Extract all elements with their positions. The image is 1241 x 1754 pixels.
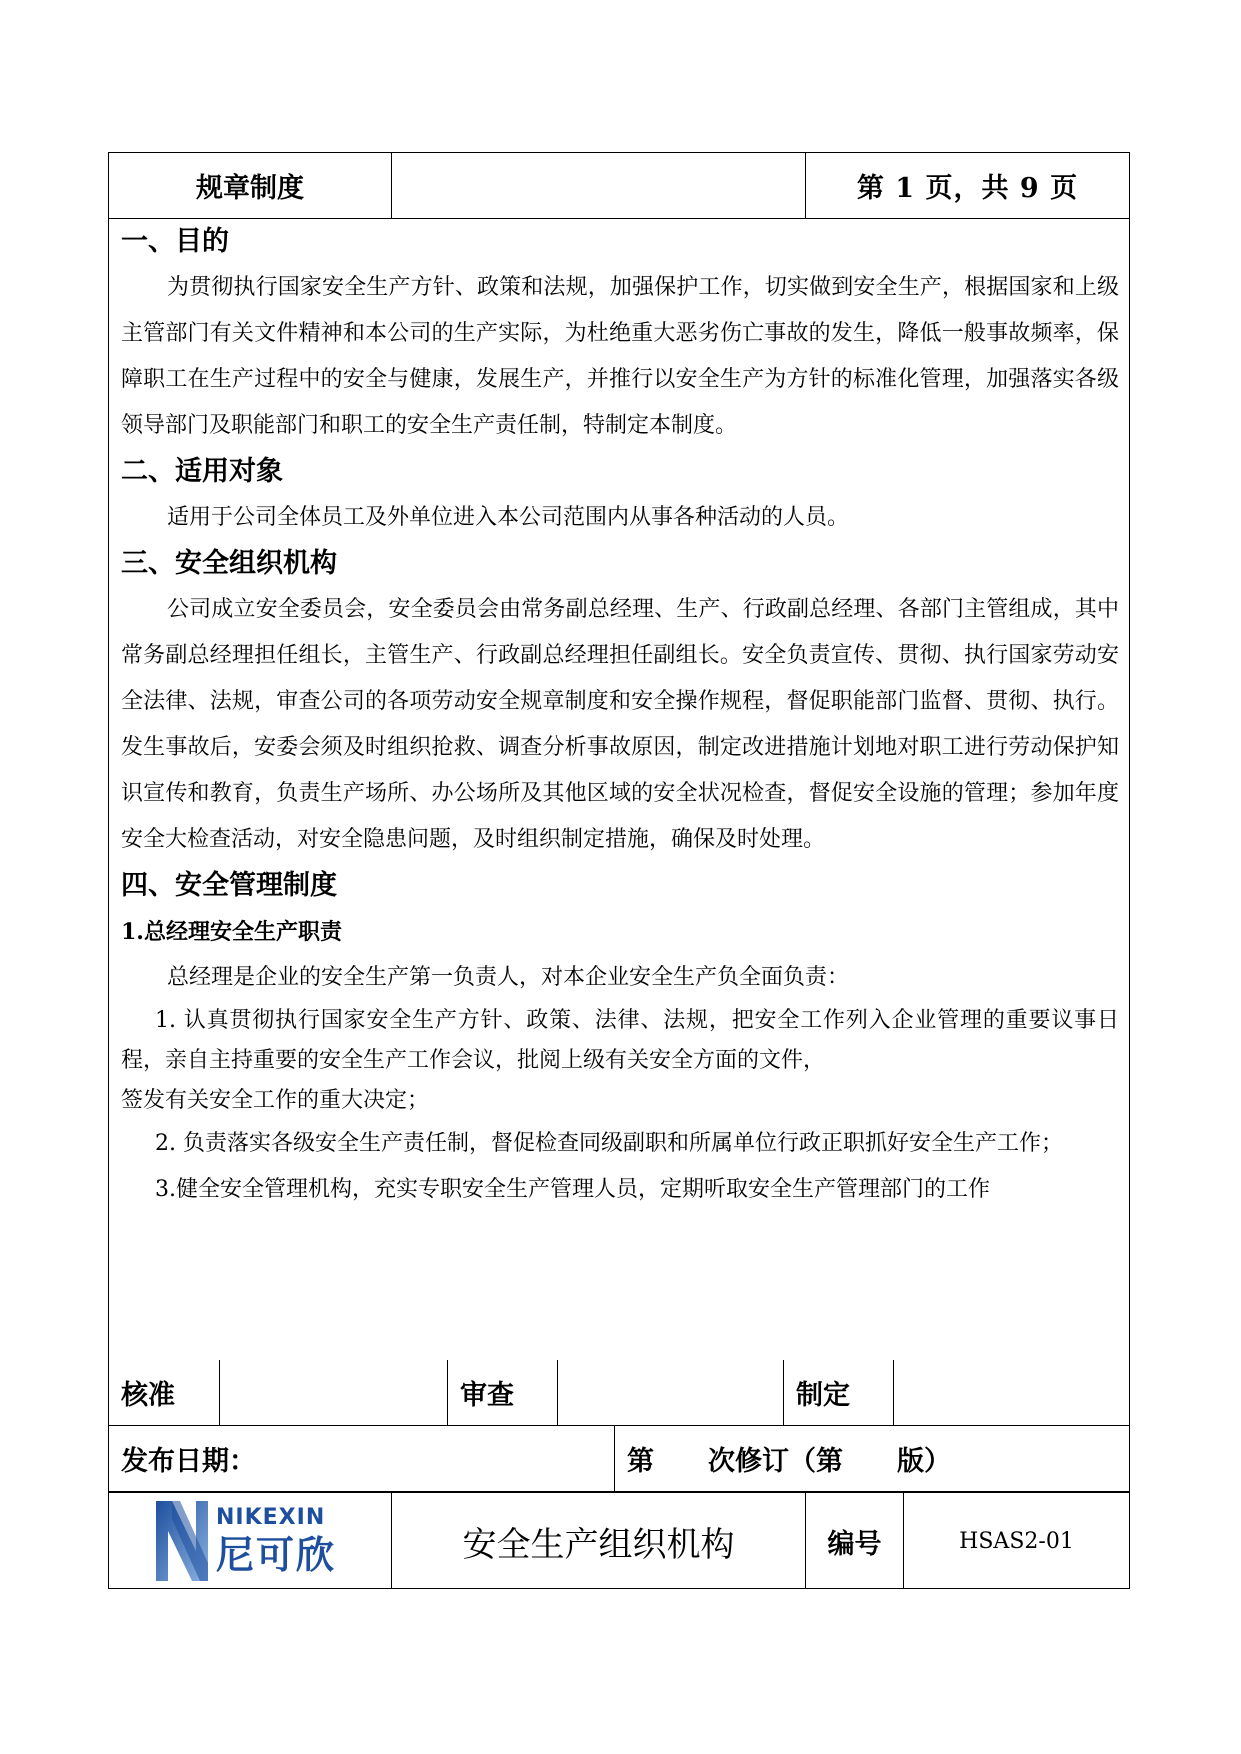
document-frame <box>108 152 1130 1589</box>
footer-row <box>109 1492 1129 1589</box>
header-row <box>109 153 1129 219</box>
duty-item-2: 2. 负责落实各级安全生产责任制，督促检查同级副职和所属单位行政正职抓好安全生产工作； <box>155 1131 1063 1156</box>
section-4-intro: 总经理是企业的安全生产第一负责人，对本企业安全生产负全面负责： <box>167 965 850 990</box>
approve-value-cell[interactable] <box>219 1360 447 1425</box>
publish-date-cell <box>109 1426 614 1491</box>
section-3-body: 公司成立安全委员会，安全委员会由常务副总经理、生产、行政副总经理、各部门主管组成，其中常务副总经理担任组长，主管生产、行政副总经理担任副组长。安全负责宣传、贯彻、执行国家劳动安全法律、法规，审查公司的各项劳动安全规章制度和安全操作规程，督促职能部门监督、贯彻、执行。发生事故后，安委会须及时组织抢救、调查分析事故原因，制定改进措施计划地对职工进行劳动保护知识宣传和教育，负责生产场所、办公场所及其他区域的安全状况检查，督促安全设施的管理；参加年度安全大检查活动，对安全隐患问题，及时组织制定措施，确保及时处理。 <box>121 597 1119 852</box>
duty-item-1-cont: 签发有关安全工作的重大决定； <box>121 1088 430 1113</box>
section-2-body: 适用于公司全体员工及外单位进入本公司范围内从事各种活动的人员。 <box>167 505 850 530</box>
review-value-cell[interactable] <box>557 1360 783 1425</box>
draft-label: 制定 <box>796 1380 850 1411</box>
header-page-cell <box>805 153 1129 218</box>
draft-label-cell <box>783 1360 893 1425</box>
code-value: HSAS2-01 <box>959 1528 1074 1554</box>
logo-english-text: NIKEXIN <box>216 1505 326 1530</box>
header-middle-cell <box>391 153 805 218</box>
section-1-body: 为贯彻执行国家安全生产方针、政策和法规，加强保护工作，切实做到安全生产，根据国家和上级主管部门有关文件精神和本公司的生产实际，为杜绝重大恶劣伤亡事故的发生，降低一般事故频率，保障职工在生产过程中的安全与健康，发展生产，并推行以安全生产为方针的标准化管理，加强落实各级领导部门及职能部门和职工的安全生产责任制，特制定本制度。 <box>121 275 1119 438</box>
section-2-title: 二、适用对象 <box>121 456 283 487</box>
header-left-cell <box>109 153 391 218</box>
publish-date-label: 发布日期： <box>121 1446 256 1477</box>
duty-item-1: 1. 认真贯彻执行国家安全生产方针、政策、法律、法规，把安全工作列入企业管理的重要议事日程，亲自主持重要的安全生产工作会议，批阅上级有关安全方面的文件， <box>121 1008 1119 1073</box>
code-label-cell <box>805 1493 903 1589</box>
revision-label: 第 次修订（第 版） <box>627 1446 951 1477</box>
sign-row <box>109 1360 1129 1426</box>
draft-value-cell[interactable] <box>893 1360 1129 1425</box>
approve-label-cell <box>109 1360 219 1425</box>
revision-cell <box>614 1426 1129 1491</box>
code-value-cell <box>903 1493 1129 1589</box>
section-4-subtitle: 1.总经理安全生产职责 <box>121 919 342 945</box>
date-row <box>109 1426 1129 1492</box>
header-left-label: 规章制度 <box>196 173 304 204</box>
company-logo <box>150 1497 350 1585</box>
logo-chinese-text: 尼可欣 <box>216 1533 337 1577</box>
approve-label: 核准 <box>121 1380 175 1411</box>
section-4-title: 四、安全管理制度 <box>121 870 337 901</box>
page-info: 第 1 页，共 9 页 <box>856 173 1079 204</box>
section-3-title: 三、安全组织机构 <box>121 548 337 579</box>
duty-item-3: 3.健全安全管理机构，充实专职安全生产管理人员，定期听取安全生产管理部门的工作 <box>155 1177 990 1202</box>
code-label: 编号 <box>827 1528 882 1560</box>
review-label-cell <box>447 1360 557 1425</box>
review-label: 审查 <box>460 1380 514 1411</box>
section-1-title: 一、目的 <box>121 226 229 257</box>
doc-title-cell <box>391 1493 805 1589</box>
logo-cell <box>109 1493 391 1589</box>
document-body <box>109 219 1129 1426</box>
doc-title: 安全生产组织机构 <box>462 1524 735 1565</box>
